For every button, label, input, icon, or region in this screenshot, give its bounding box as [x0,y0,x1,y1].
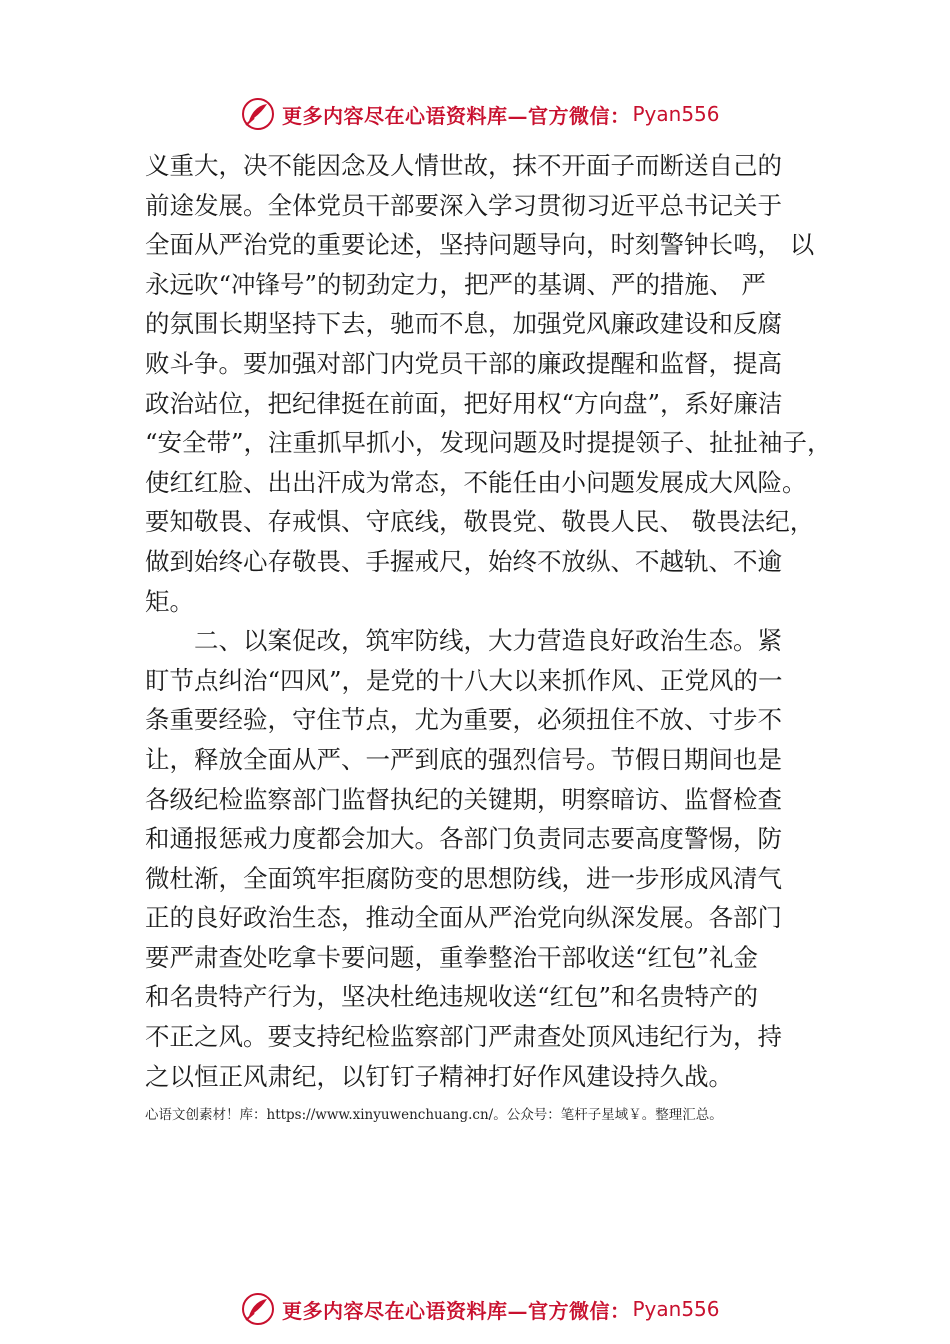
document-body [145,146,832,1096]
paragraph-line: 永远吹“冲锋号”的韧劲定力，把严的基调、严的措施、 严 [145,269,766,299]
paragraph-line: 不正之风。要支持纪检监察部门严肃查处顶风违纪行为，持 [145,1022,782,1052]
section-heading-line: 二、以案促改，筑牢防线，大力营造良好政治生态。紧 [194,626,782,656]
paragraph-line: 使红红脸、出出汗成为常态，不能任由小问题发展成大风险。 [145,467,807,497]
footer-banner [240,1289,760,1329]
paragraph-line: 要严肃查处吃拿卡要问题，重拳整治干部收送“红包”礼金 [145,942,759,972]
paragraph-line: 正的良好政治生态，推动全面从严治党向纵深发展。各部门 [145,903,782,933]
paragraph-line: 做到始终心存敬畏、手握戒尺，始终不放纵、不越轨、不逾 [145,546,782,576]
paragraph-line: 败斗争。要加强对部门内党员干部的廉政提醒和监督，提高 [145,348,782,378]
paragraph-line: 之以恒正风肃纪，以钉钉子精神打好作风建设持久战。 [145,1061,733,1091]
paragraph-line: 要知敬畏、存戒惧、守底线，敬畏党、敬畏人民、 敬畏法纪， [145,507,815,537]
paragraph-line: 各级纪检监察部门监督执纪的关键期，明察暗访、监督检查 [145,784,782,814]
paragraph-line: 和通报惩戒力度都会加大。各部门负责同志要高度警惕，防 [145,824,782,854]
header-banner [240,94,760,134]
paragraph-line: 政治站位，把纪律挺在前面，把好用权“方向盘”，系好廉洁 [145,388,783,418]
paragraph-line: 全面从严治党的重要论述，坚持问题导向，时刻警钟长鸣， 以 [145,230,815,260]
footer-note: 心语文创素材！库：https://www.xinyuwenchuang.cn/。公众号：笔杆子星域￥。整理汇总。 [145,1107,723,1123]
paragraph-line: 义重大，决不能因念及人情世故，抹不开面子而断送自己的 [145,151,782,180]
banner-contact: Pyan556 [632,102,720,126]
paragraph-line: “安全带”，注重抓早抓小，发现问题及时提提领子、扯扯袖子， [145,428,832,458]
paragraph-line: 和名贵特产行为，坚决杜绝违规收送“红包”和名贵特产的 [145,982,759,1012]
paragraph-line: 矩。 [145,586,194,616]
paragraph-line: 条重要经验，守住节点，尤为重要，必须扭住不放、寸步不 [145,705,782,735]
paragraph-line: 的氛围长期坚持下去，驰而不息，加强党风廉政建设和反腐 [145,309,782,339]
banner-text: 更多内容尽在心语资料库—官方微信： [282,1298,631,1323]
paragraph-line: 微杜渐，全面筑牢拒腐防变的思想防线，进一步形成风清气 [145,863,782,893]
paragraph-line: 盯节点纠治“四风”，是党的十八大以来抓作风、正党风的一 [145,665,783,695]
banner-contact: Pyan556 [632,1297,720,1321]
brand-logo-icon [240,96,276,132]
brand-logo-icon [240,1291,276,1327]
paragraph-line: 前途发展。全体党员干部要深入学习贯彻习近平总书记关于 [145,190,782,220]
paragraph-line: 让，释放全面从严、一严到底的强烈信号。节假日期间也是 [145,744,782,774]
banner-text: 更多内容尽在心语资料库—官方微信： [282,103,631,128]
